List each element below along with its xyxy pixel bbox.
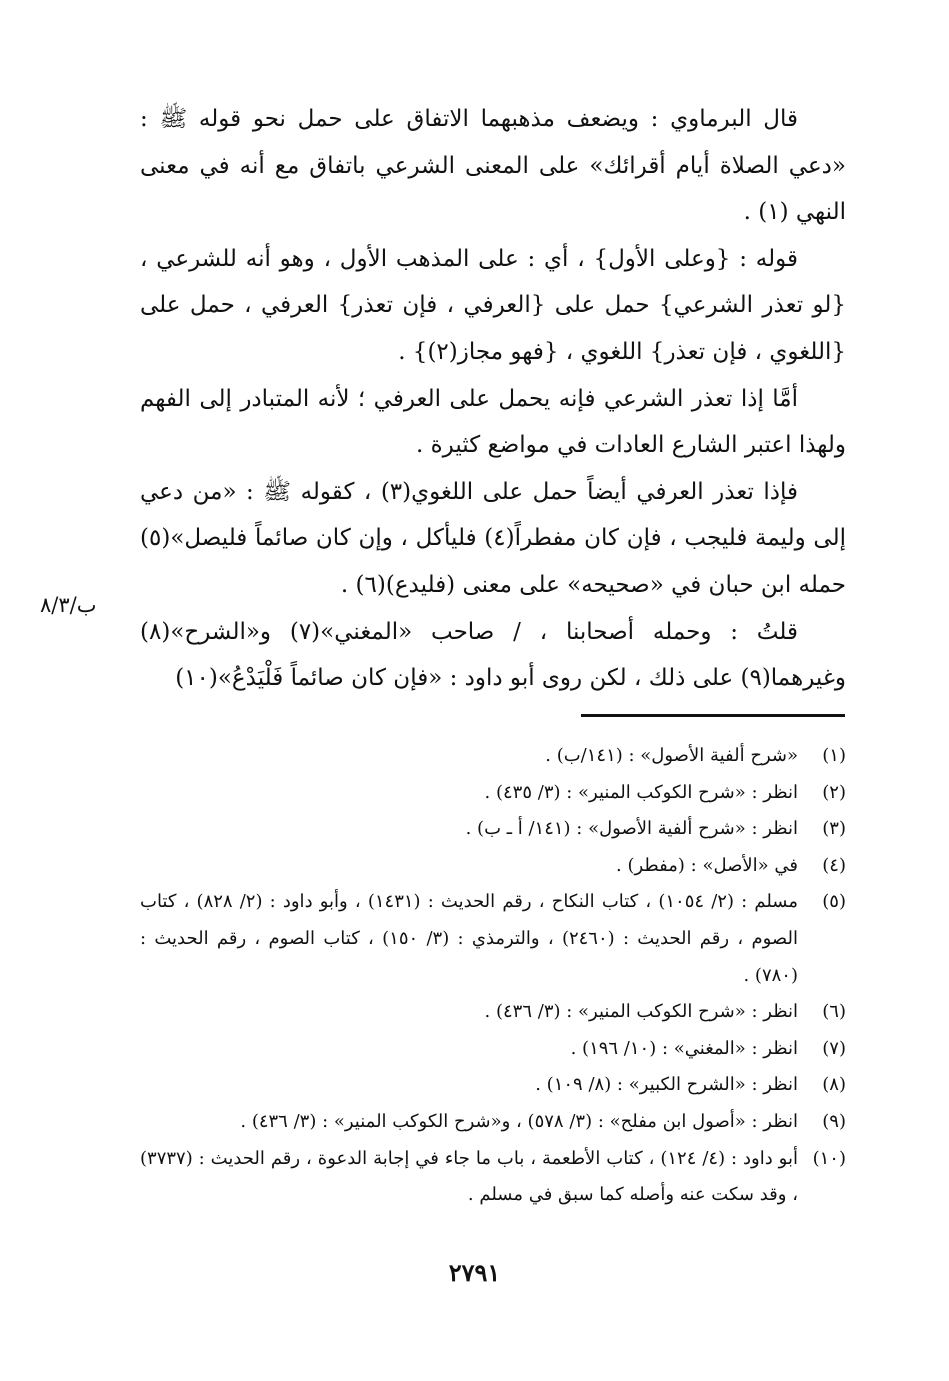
footnote [140, 1067, 846, 1104]
main-text [140, 96, 846, 702]
footnote-text: في «الأصل» : (مفطر) . [616, 854, 798, 876]
footnote [140, 1031, 846, 1068]
paragraph: قلتُ : وحمله أصحابنا ، / صاحب «المغني»(٧) و«الشرح»(٨) وغيرهما(٩) على ذلك ، لكن روى أبو داود : «فإن كان صائماً فَلْيَدْعُ»(١٠) [140, 618, 846, 692]
footnote-number: (٦) [822, 1001, 846, 1023]
footnote-text: انظر : «المغني» : (١٠/ ١٩٦) . [570, 1037, 798, 1059]
footnote [140, 848, 846, 885]
footnote-text: أبو داود : (٤/ ١٢٤) ، كتاب الأطعمة ، باب ما جاء في إجابة الدعوة ، رقم الحديث : (٣٧٣٧) ، وقد سكت عنه وأصله كما سبق في مسلم . [140, 1147, 798, 1206]
footnote-number: (٥) [822, 891, 846, 913]
footnote [140, 884, 846, 994]
footnote-text: «شرح ألفية الأصول» : (١٤١/ب) . [545, 745, 798, 766]
footnotes [140, 738, 846, 1214]
footnote-text: انظر : «أصول ابن مفلح» : (٣/ ٥٧٨) ، و«شرح الكوكب المنير» : (٣/ ٤٣٦) . [240, 1110, 798, 1132]
paragraph: فإذا تعذر العرفي أيضاً حمل على اللغوي(٣) ، كقوله ﷺ : «من دعي إلى وليمة فليجب ، فإن كان مفطراً(٤) فليأكل ، وإن كان صائماً فليصل»(٥) حمله ابن حبان في «صحيحه» على معنى (فليدع)(٦) . [140, 478, 846, 598]
footnote [140, 775, 846, 812]
footnote-number: (٢) [822, 781, 846, 803]
footnote-number: (٧) [822, 1037, 846, 1059]
footnote-text: انظر : «شرح الكوكب المنير» : (٣/ ٤٣٦) . [484, 1001, 798, 1023]
footnote [140, 738, 846, 775]
footnote-text: انظر : «الشرح الكبير» : (٨/ ١٠٩) . [535, 1074, 798, 1096]
page-number: ٢٧٩١ [448, 1258, 501, 1287]
footnote-number: (٨) [822, 1074, 846, 1096]
footnote-text: انظر : «شرح ألفية الأصول» : (١٤١/ أ ـ ب) . [465, 818, 798, 840]
footnote-number: (١) [822, 745, 846, 766]
paragraph: أمَّا إذا تعذر الشرعي فإنه يحمل على العرفي ؛ لأنه المتبادر إلى الفهم ولهذا اعتبر الشارع العادات في مواضع كثيرة . [140, 385, 846, 459]
footnote-text: انظر : «شرح الكوكب المنير» : (٣/ ٤٣٥) . [484, 781, 798, 803]
footnote-separator [581, 714, 845, 717]
paragraph: قوله : {وعلى الأول} ، أي : على المذهب الأول ، وهو أنه للشرعي ، {لو تعذر الشرعي} حمل على {العرفي ، فإن تعذر} العرفي ، حمل على {اللغوي ، فإن تعذر} اللغوي ، {فهو مجاز(٢)} . [140, 245, 846, 365]
footnote-text: مسلم : (٢/ ١٠٥٤) ، كتاب النكاح ، رقم الحديث : (١٤٣١) ، وأبو داود : (٢/ ٨٢٨) ، كتاب الصوم ، رقم الحديث : (٢٤٦٠) ، والترمذي : (٣/ ١٥٠) ، كتاب الصوم ، رقم الحديث : (٧٨٠) . [140, 891, 798, 986]
footnote-number: (١٠) [812, 1147, 846, 1169]
footnote [140, 811, 846, 848]
footnote [140, 1141, 846, 1214]
footnote-number: (٣) [822, 818, 846, 840]
footnote-number: (٤) [822, 854, 846, 876]
paragraph: قال البرماوي : ويضعف مذهبهما الاتفاق على حمل نحو قوله ﷺ : «دعي الصلاة أيام أقرائك» على المعنى الشرعي باتفاق مع أنه في معنى النهي (١) . [140, 106, 846, 226]
footnote [140, 1104, 846, 1141]
footnote-number: (٩) [822, 1110, 846, 1132]
manuscript-folio-marker: ب/٨/٣ [40, 593, 97, 617]
footnote [140, 994, 846, 1031]
